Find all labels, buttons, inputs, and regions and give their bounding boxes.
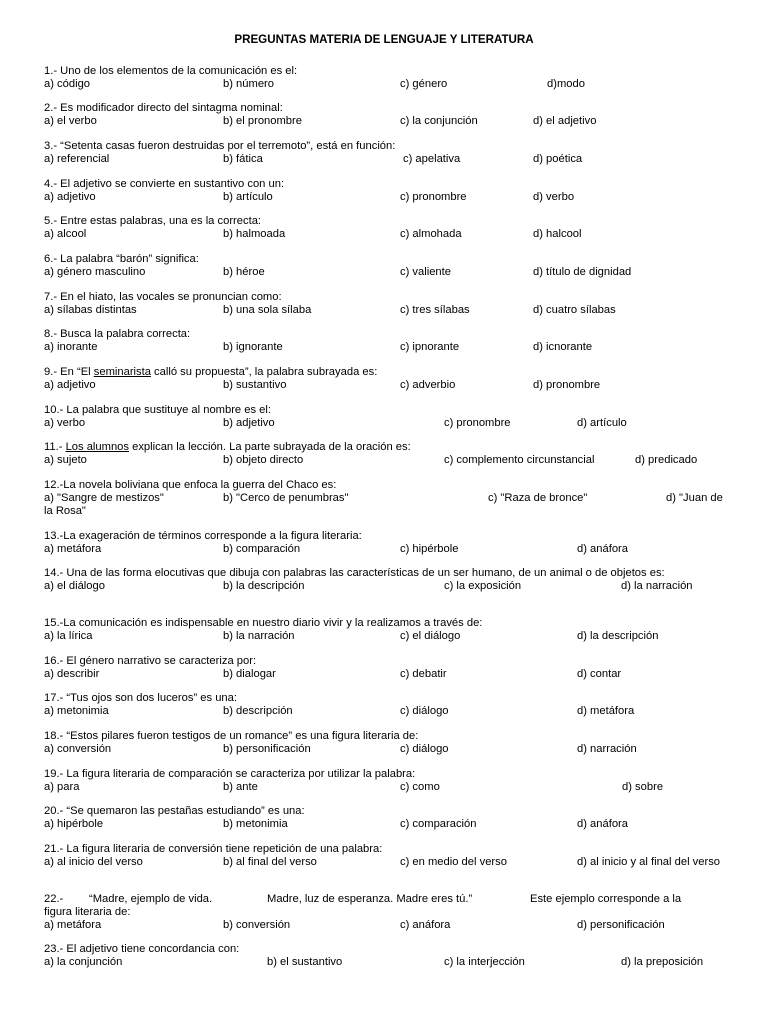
question-number: 22.- bbox=[44, 893, 64, 905]
option-a: a) inorante bbox=[44, 340, 98, 353]
option-d: d) anáfora bbox=[577, 542, 628, 555]
option-c: c) anáfora bbox=[400, 918, 451, 931]
option-d: d) metáfora bbox=[577, 704, 635, 717]
options-row bbox=[44, 266, 734, 279]
question-stem: 21.- La figura literaria de conversión tiene repetición de una palabra: bbox=[44, 843, 383, 855]
option-c: c) hipérbole bbox=[400, 542, 459, 555]
option-b: b) la narración bbox=[223, 629, 295, 642]
option-c: c) apelativa bbox=[403, 152, 461, 165]
question-stem: 3.- “Setenta casas fueron destruidas por el terremoto”, está en función: bbox=[44, 140, 396, 152]
option-c: c) como bbox=[400, 780, 440, 793]
option-d: d)modo bbox=[547, 77, 585, 90]
option-a: a) adjetivo bbox=[44, 378, 96, 391]
option-a: a) describir bbox=[44, 667, 100, 680]
option-b: b) objeto directo bbox=[223, 453, 304, 466]
option-a: a) referencial bbox=[44, 152, 110, 165]
option-a: a) código bbox=[44, 77, 91, 90]
question-stem: 2.- Es modificador directo del sintagma nominal: bbox=[44, 102, 283, 114]
option-c: c) el diálogo bbox=[400, 629, 461, 642]
option-b: b) una sola sílaba bbox=[223, 303, 312, 316]
question-stem: 6.- La palabra “barón” significa: bbox=[44, 253, 199, 265]
option-d: d) narración bbox=[577, 742, 637, 755]
question-stem: 15.-La comunicación es indispensable en nuestro diario vivir y la realizamos a través de: bbox=[44, 617, 483, 629]
option-d: d) "Juan de la Rosa" bbox=[44, 491, 723, 517]
option-b: b) ignorante bbox=[223, 340, 283, 353]
option-d: d) poética bbox=[533, 152, 583, 165]
question-22 bbox=[44, 893, 734, 931]
option-c: c) en medio del verso bbox=[400, 855, 507, 868]
option-b: b) dialogar bbox=[223, 667, 276, 680]
underlined-word: seminarista bbox=[93, 366, 151, 378]
question-stem bbox=[44, 893, 734, 906]
option-d: d) pronombre bbox=[533, 378, 601, 391]
option-b: b) conversión bbox=[223, 918, 291, 931]
option-d: d) anáfora bbox=[577, 817, 628, 830]
question-19 bbox=[44, 768, 734, 794]
option-b: b) al final del verso bbox=[223, 855, 317, 868]
option-c: c) comparación bbox=[400, 817, 477, 830]
options-row bbox=[44, 818, 734, 831]
option-a: a) el verbo bbox=[44, 114, 97, 127]
option-a: a) hipérbole bbox=[44, 817, 104, 830]
option-a: a) conversión bbox=[44, 742, 112, 755]
option-d: d) la descripción bbox=[577, 629, 659, 642]
option-a: a) metáfora bbox=[44, 542, 102, 555]
option-a: a) sílabas distintas bbox=[44, 303, 137, 316]
option-d: d) cuatro sílabas bbox=[533, 303, 616, 316]
option-d: d) artículo bbox=[577, 416, 627, 429]
options-row bbox=[44, 191, 734, 204]
underlined-phrase: Los alumnos bbox=[65, 441, 129, 453]
option-c: c) adverbio bbox=[400, 378, 456, 391]
question-23 bbox=[44, 943, 734, 969]
question-stem: 20.- “Se quemaron las pestañas estudiando” es una: bbox=[44, 805, 305, 817]
option-b: b) héroe bbox=[223, 265, 265, 278]
question-stem: 5.- Entre estas palabras, una es la correcta: bbox=[44, 215, 262, 227]
options-row bbox=[44, 78, 734, 91]
option-d: d) contar bbox=[577, 667, 622, 680]
option-c: c) almohada bbox=[400, 227, 462, 240]
question-stem: 19.- La figura literaria de comparación se caracteriza por utilizar la palabra: bbox=[44, 768, 416, 780]
question-1 bbox=[44, 65, 734, 91]
question-stem: 7.- En el hiato, las vocales se pronuncian como: bbox=[44, 291, 282, 303]
options-row bbox=[44, 705, 734, 718]
option-b: b) número bbox=[223, 77, 274, 90]
option-c: c) complemento circunstancial bbox=[444, 453, 595, 466]
option-b: b) sustantivo bbox=[223, 378, 287, 391]
option-b: b) el sustantivo bbox=[267, 955, 343, 968]
question-stem: 18.- “Estos pilares fueron testigos de un romance” es una figura literaria de: bbox=[44, 730, 419, 742]
option-b: b) personificación bbox=[223, 742, 311, 755]
option-c: c) diálogo bbox=[400, 742, 449, 755]
option-a: a) alcool bbox=[44, 227, 87, 240]
document-title: PREGUNTAS MATERIA DE LENGUAJE Y LITERATURA bbox=[234, 33, 534, 46]
question-6 bbox=[44, 253, 734, 279]
options-row bbox=[44, 543, 734, 556]
option-a: a) adjetivo bbox=[44, 190, 96, 203]
options-row bbox=[44, 417, 734, 430]
options-row bbox=[44, 743, 734, 756]
option-b: b) "Cerco de penumbras" bbox=[223, 491, 349, 504]
question-14 bbox=[44, 567, 734, 593]
option-c: c) la exposición bbox=[444, 579, 522, 592]
options-row bbox=[44, 341, 734, 354]
question-stem: 9.- En “El seminarista calló su propuesta”, la palabra subrayada es: bbox=[44, 366, 378, 378]
option-d: d) el adjetivo bbox=[533, 114, 597, 127]
option-a: a) metáfora bbox=[44, 918, 102, 931]
option-a: a) verbo bbox=[44, 416, 86, 429]
question-stem: 12.-La novela boliviana que enfoca la guerra del Chaco es: bbox=[44, 479, 337, 491]
question-stem-continued: figura literaria de: bbox=[44, 905, 131, 918]
question-stem: 17.- “Tus ojos son dos luceros” es una: bbox=[44, 692, 237, 704]
question-18 bbox=[44, 730, 734, 756]
options-row bbox=[44, 228, 734, 241]
option-b: b) fática bbox=[223, 152, 263, 165]
options-row bbox=[44, 630, 734, 643]
question-2 bbox=[44, 102, 734, 128]
option-d: d) predicado bbox=[635, 453, 698, 466]
question-13 bbox=[44, 530, 734, 556]
stem-part-2: Madre, luz de esperanza. Madre eres tú.” bbox=[267, 893, 473, 905]
options-row bbox=[44, 379, 734, 392]
option-c: c) diálogo bbox=[400, 704, 449, 717]
option-c: c) tres sílabas bbox=[400, 303, 470, 316]
question-20 bbox=[44, 805, 734, 831]
option-c: c) valiente bbox=[400, 265, 451, 278]
question-17 bbox=[44, 692, 734, 718]
option-d: d) título de dignidad bbox=[533, 265, 632, 278]
option-b: b) adjetivo bbox=[223, 416, 275, 429]
options-row bbox=[44, 454, 734, 467]
option-b: b) la descripción bbox=[223, 579, 305, 592]
option-b: b) comparación bbox=[223, 542, 301, 555]
question-7 bbox=[44, 291, 734, 317]
option-a: a) "Sangre de mestizos" bbox=[44, 491, 164, 504]
question-9 bbox=[44, 366, 734, 392]
option-b: b) halmoada bbox=[223, 227, 286, 240]
options-row bbox=[44, 781, 734, 794]
options-row bbox=[44, 492, 734, 518]
question-3 bbox=[44, 140, 734, 166]
option-a: a) la lírica bbox=[44, 629, 93, 642]
question-12 bbox=[44, 479, 734, 517]
option-c: c) pronombre bbox=[400, 190, 467, 203]
option-a: a) sujeto bbox=[44, 453, 87, 466]
options-row bbox=[44, 668, 734, 681]
stem-part-3: Este ejemplo corresponde a la bbox=[530, 893, 682, 905]
options-row bbox=[44, 153, 734, 166]
option-d: d) al inicio y al final del verso bbox=[577, 855, 721, 868]
option-a: a) género masculino bbox=[44, 265, 146, 278]
options-row bbox=[44, 304, 734, 317]
question-stem: 16.- El género narrativo se caracteriza por: bbox=[44, 655, 257, 667]
option-a: a) la conjunción bbox=[44, 955, 123, 968]
option-c: c) debatir bbox=[400, 667, 447, 680]
question-21 bbox=[44, 843, 734, 881]
question-stem: 13.-La exageración de términos corresponde a la figura literaria: bbox=[44, 530, 362, 542]
option-a: a) al inicio del verso bbox=[44, 855, 143, 868]
question-4 bbox=[44, 178, 734, 204]
option-d: d) la narración bbox=[621, 579, 693, 592]
option-b: b) artículo bbox=[223, 190, 273, 203]
question-stem: 1.- Uno de los elementos de la comunicación es el: bbox=[44, 65, 298, 77]
option-c: c) género bbox=[400, 77, 448, 90]
option-c: c) la interjección bbox=[444, 955, 525, 968]
question-stem: 23.- El adjetivo tiene concordancia con: bbox=[44, 943, 240, 955]
option-c: c) la conjunción bbox=[400, 114, 478, 127]
options-row bbox=[44, 919, 734, 932]
option-d: d) halcool bbox=[533, 227, 582, 240]
stem-part-1: “Madre, ejemplo de vida. bbox=[89, 893, 213, 905]
option-c: c) ipnorante bbox=[400, 340, 460, 353]
question-10 bbox=[44, 404, 734, 430]
option-c: c) "Raza de bronce" bbox=[488, 491, 588, 504]
option-d: d) icnorante bbox=[533, 340, 593, 353]
option-b: b) descripción bbox=[223, 704, 293, 717]
options-row bbox=[44, 580, 734, 593]
options-row bbox=[44, 956, 734, 969]
question-stem: 10.- La palabra que sustituye al nombre es el: bbox=[44, 404, 271, 416]
question-stem: 14.- Una de las forma elocutivas que dibuja con palabras las características de un ser humano, de un animal o de objetos es: bbox=[44, 567, 665, 579]
question-stem: 8.- Busca la palabra correcta: bbox=[44, 328, 191, 340]
question-15 bbox=[44, 617, 734, 643]
options-row bbox=[44, 856, 734, 882]
option-d: d) sobre bbox=[622, 780, 664, 793]
option-a: a) el diálogo bbox=[44, 579, 105, 592]
option-c: c) pronombre bbox=[444, 416, 511, 429]
question-stem: 4.- El adjetivo se convierte en sustantivo con un: bbox=[44, 178, 285, 190]
option-b: b) metonimia bbox=[223, 817, 288, 830]
question-5 bbox=[44, 215, 734, 241]
question-8 bbox=[44, 328, 734, 354]
option-d: d) la preposición bbox=[621, 955, 704, 968]
option-a: a) metonimia bbox=[44, 704, 109, 717]
question-11 bbox=[44, 441, 734, 467]
option-a: a) para bbox=[44, 780, 80, 793]
option-d: d) personificación bbox=[577, 918, 665, 931]
option-b: b) ante bbox=[223, 780, 258, 793]
question-16 bbox=[44, 655, 734, 681]
option-b: b) el pronombre bbox=[223, 114, 302, 127]
question-stem: 11.- Los alumnos explican la lección. La parte subrayada de la oración es: bbox=[44, 441, 411, 453]
options-row bbox=[44, 115, 734, 128]
option-d: d) verbo bbox=[533, 190, 575, 203]
